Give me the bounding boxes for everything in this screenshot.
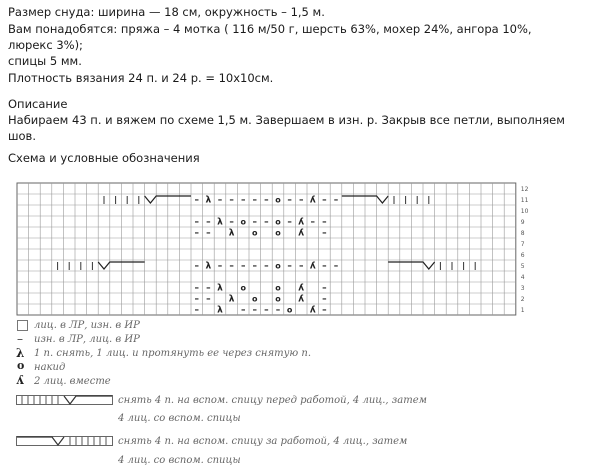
chart-cell-symbol: o [275,228,281,238]
description-heading: Описание [8,97,68,111]
chart-cell-symbol: ʎ [309,195,316,206]
chart-cell-symbol: o [286,305,293,315]
size-line: Размер снуда: ширина — 18 см, окружность – 1,5 м. [8,5,325,19]
chart-cell-symbol: – [206,294,211,305]
row-numbers [521,186,529,314]
empty-cell-icon [17,320,29,332]
chart-cell-symbol: – [206,228,211,239]
row-number: 1 [520,307,525,314]
chart-cell-symbol: – [322,228,327,239]
chart-cell-symbol: – [194,294,200,305]
row-number: 2 [520,296,525,303]
chart-cell-symbol: – [194,228,200,239]
chart-cell-symbol: – [333,195,339,206]
chart-cell-symbol: – [194,195,200,206]
chart-cell-symbol: – [252,305,258,316]
chart-cell-symbol: – [322,261,327,272]
chart-cell-symbol: – [310,217,316,228]
chart-cell-symbol: – [194,261,200,272]
chart-cell-symbol: – [322,217,327,228]
needles-line: спицы 5 мм. [8,54,82,68]
slip-knit-pass-icon: λ [16,346,25,360]
chart-cell-symbol: – [240,195,246,206]
chart-cell-symbol: o [275,294,281,304]
chart-cell-symbol: – [287,261,292,272]
row-number: 9 [520,219,525,226]
dash-icon: – [17,332,23,346]
chart-cell-symbol: λ [217,305,223,316]
chart-cell-symbol: – [275,305,281,316]
legend-yarnover-label: накид [34,362,66,373]
chart-cell-symbol: – [287,195,292,206]
chart-cell-symbol: – [229,261,234,272]
chart-cell-symbol: o [240,217,246,227]
k2tog-icon: ʎ [16,373,24,387]
chart-cell-symbol: – [264,195,269,206]
chart-cell-symbol: – [252,195,258,206]
chart-cell-symbol: o [252,228,258,238]
legend-knit-label: лиц. в ЛР, изн. в ИР [34,320,140,331]
chart-cell-symbol: – [252,217,258,228]
description-text-cont: шов. [8,129,36,143]
materials-line: Вам понадобятся: пряжа – 4 мотка ( 116 м/50 г, шерсть 63%, мохер 24%, ангора 10%, [8,22,532,36]
chart-cell-symbol: – [217,195,223,206]
chart-cell-symbol: o [275,283,281,293]
chart-cell-symbol: – [252,261,258,272]
cable-front-icon [16,394,116,406]
chart-cell-symbol: – [264,261,269,272]
chart-cell-symbol: – [322,195,327,206]
yarnover-icon: o [17,359,25,372]
chart-cell-symbol: – [194,217,200,228]
chart-cell-symbol: λ [228,294,235,305]
legend-k2tog-label: 2 лиц. вместе [34,376,111,387]
chart-cell-symbol: o [275,217,281,227]
chart-cell-symbol: – [333,261,339,272]
row-number: 8 [520,230,525,237]
row-number: 3 [520,285,525,292]
legend-cable-back-label-cont: 4 лиц. со вспом. спицы [118,455,241,466]
legend-cable-back-label: снять 4 п. на вспом. спицу за работой, 4 лиц., затем [118,436,408,447]
chart-cell-symbol: – [240,305,246,316]
row-number: 12 [520,186,529,193]
chart-cell-symbol: o [252,294,258,304]
legend-slip-label: 1 п. снять, 1 лиц. и протянуть ее через снятую п. [34,348,311,359]
chart-cell-symbol: ʎ [309,305,316,316]
chart-cell-symbol: o [240,283,246,293]
chart-cell-symbol: – [322,305,327,316]
chart-cell-symbol: – [240,261,246,272]
scheme-heading: Схема и условные обозначения [8,151,200,165]
chart-cell-symbol: – [206,217,211,228]
chart-cell-symbol: – [229,195,234,206]
chart-cell-symbol: – [264,305,269,316]
chart-cell-symbol: – [217,261,223,272]
chart-cell-symbol: ʎ [298,228,305,239]
gauge-line: Плотность вязания 24 п. и 24 р. = 10х10см. [8,71,274,85]
chart-cell-symbol: – [298,195,304,206]
chart-cell-symbol: o [275,195,281,205]
materials-line-cont: люрекс 3%); [8,38,83,52]
chart-cell-symbol: o [275,261,281,271]
legend-purl-label: изн. в ЛР, лиц. в ИР [34,334,140,345]
chart-cell-symbol: λ [217,283,223,294]
chart-cell-symbol: ʎ [298,283,305,294]
chart-cell-symbol: – [322,283,327,294]
row-number: 10 [520,208,529,215]
chart-cell-symbol: – [194,305,200,316]
chart-cell-symbol: λ [217,217,223,228]
row-number: 4 [520,274,525,281]
chart-cell-symbol: ʎ [298,294,305,305]
chart-cell-symbol: – [322,294,327,305]
chart-cell-symbol: – [264,217,269,228]
description-text: Набираем 43 п. и вяжем по схеме 1,5 м. Завершаем в изн. р. Закрыв все петли, выполняем [8,113,565,127]
chart-cell-symbol: ʎ [309,261,316,272]
chart-cell-symbol: – [194,283,200,294]
chart-cell-symbol: – [229,217,234,228]
chart-cell-symbol: λ [228,228,235,239]
chart-cell-symbol: λ [205,195,212,206]
chart-cell-symbol: – [206,283,211,294]
row-number: 7 [520,241,525,248]
row-number: 11 [520,197,529,204]
chart-cell-symbol: – [287,217,292,228]
row-number: 6 [520,252,525,259]
legend-cable-front-label: снять 4 п. на вспом. спицу перед работой, 4 лиц., затем [118,395,427,406]
chart-cell-symbol: – [298,261,304,272]
row-number: 5 [520,263,525,270]
chart-cell-symbol: ʎ [298,217,305,228]
cable-back-icon [16,435,116,447]
chart-cell-symbol: λ [205,261,212,272]
legend-cable-front-label-cont: 4 лиц. со вспом. спицы [118,413,241,424]
